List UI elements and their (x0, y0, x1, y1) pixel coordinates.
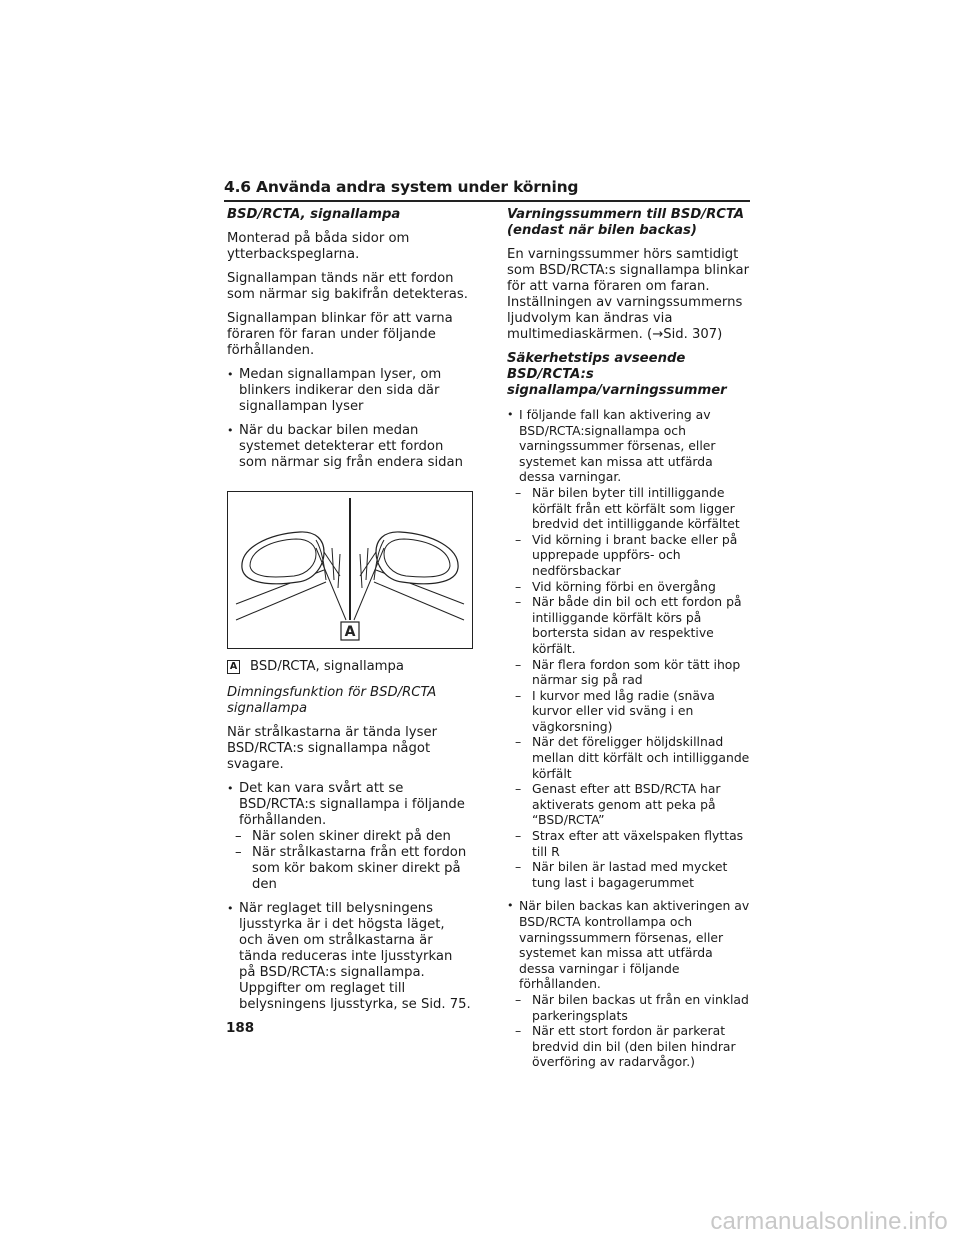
dash-item: – När bilen backas ut från en vinklad parkeringsplats (515, 991, 749, 1023)
dash-item: – När det föreligger höljdskillnad mellan ditt körfält och intilliggande körfält (515, 734, 750, 781)
figure-label: A (344, 624, 356, 640)
mirror-illustration (227, 491, 473, 649)
legend-text: BSD/RCTA, signallampa (250, 659, 404, 674)
figure-legend (227, 659, 472, 675)
paragraph: Signallampan blinkar för att varna föraren för faran under följande förhållanden. (227, 311, 453, 358)
bullet-item: • Det kan vara svårt att se BSD/RCTA:s signallampa i följande förhållanden. (227, 781, 472, 829)
dash-item: – I kurvor med låg radie (snäva kurvor eller vid sväng i en vägkorsning) (515, 687, 715, 734)
section-header (224, 178, 750, 202)
bullet-item: • Medan signallampan lyser, om blinkers indikerar den sida där signallampan lyser (227, 367, 472, 415)
dash-list (515, 485, 750, 890)
dash-item: – När bilen är lastad med mycket tung last i bagagerummet (515, 859, 728, 890)
heading-warning-buzzer: Varningssummern till BSD/RCTA (endast när bilen backas) (507, 207, 745, 238)
dash-item: – När bilen byter till intilliggande körfält från ett körfält som ligger bredvid det intilliggande körfältet (515, 484, 740, 532)
dash-item: – Genast efter att BSD/RCTA har aktiverats genom att peka på “BSD/RCTA” (515, 781, 721, 828)
page-number: 188 (226, 1020, 255, 1036)
left-column (227, 207, 472, 1021)
paragraph: Monterad på båda sidor om ytterbackspeglarna. (227, 231, 410, 262)
bullet-item: • När reglaget till belysningens ljusstyrka är i det högsta läget, och även om strålkastarna är tända reduceras inte ljusstyrkan på BSD/RCTA:s signallampa. Uppgifter om reglaget till belysningens ljusstyrka, se Sid. 75. (227, 901, 472, 1013)
bullet-item: • I följande fall kan aktivering av BSD/RCTA:signallampa och varningssummer försenas, eller systemet kan missa att utfärda dessa varningar. (507, 407, 750, 485)
legend-key: A (227, 660, 240, 674)
watermark: carmanualsonline.info (710, 1208, 948, 1235)
dash-item: – När solen skiner direkt på den (235, 829, 451, 844)
dash-list (235, 829, 472, 893)
paragraph: Signallampan tänds när ett fordon som närmar sig bakifrån detekteras. (227, 271, 468, 302)
dash-item: – När ett stort fordon är parkerat bredvid din bil (den bilen hindrar överföring av radarvågor.) (515, 1023, 736, 1070)
paragraph: När strålkastarna är tända lyser BSD/RCTA:s signallampa något svagare. (227, 725, 438, 772)
paragraph: En varningssummer hörs samtidigt som BSD/RCTA:s signallampa blinkar för att varna föraren om faran. Inställningen av varningssummerns ljudvolym kan ändras via multimediaskärmen. (→Sid. 307) (507, 247, 750, 342)
dash-item: – Vid körning förbi en övergång (515, 578, 716, 594)
subheading-dimming: Dimningsfunktion för BSD/RCTA signallampa (227, 685, 437, 716)
dash-list (515, 992, 750, 1070)
bullet-item: • När du backar bilen medan systemet detekterar ett fordon som närmar sig från endera sidan (227, 423, 472, 471)
heading-signal-lamp: BSD/RCTA, signallampa (227, 207, 401, 222)
dash-item: – När strålkastarna från ett fordon som kör bakom skiner direkt på den (235, 845, 467, 892)
dash-item: – Strax efter att växelspaken flyttas till R (515, 828, 744, 859)
bullet-item: • När bilen backas kan aktiveringen av BSD/RCTA kontrollampa och varningssummern försenas, eller systemet kan missa att utfärda dessa varningar i följande förhållanden. (507, 898, 750, 992)
header-divider (224, 200, 750, 202)
dash-item: – När både din bil och ett fordon på intilliggande körfält körs på bortersta sidan av respektive körfält. (515, 594, 742, 656)
dash-item: – Vid körning i brant backe eller på upprepade uppförs- och nedförsbackar (515, 531, 738, 578)
mirror-drawing (228, 492, 472, 648)
dash-item: – När flera fordon som kör tätt ihop närmar sig på rad (515, 656, 741, 688)
section-title: 4.6 Använda andra system under körning (224, 178, 579, 196)
right-column (507, 207, 750, 1078)
heading-safety-tips: Säkerhetstips avseende BSD/RCTA:s signallampa/varningssummer (507, 351, 727, 398)
